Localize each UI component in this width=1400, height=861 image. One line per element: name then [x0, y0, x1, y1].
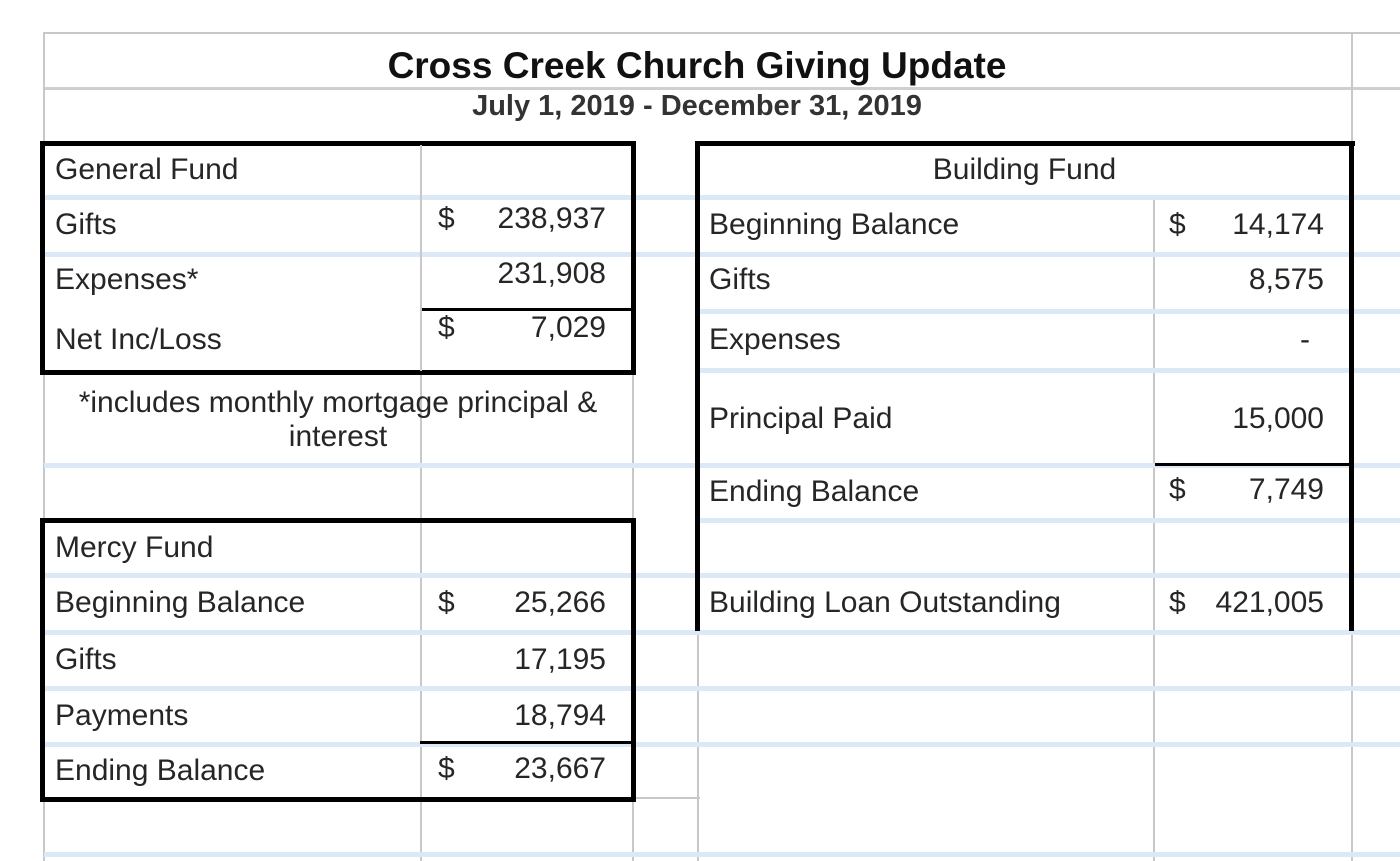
currency-symbol: $: [438, 752, 455, 785]
grid-line: [44, 852, 1400, 857]
general-fund-value: 231,908: [497, 257, 606, 290]
footnote: *includes monthly mortgage principal &: [78, 386, 598, 419]
grid-line: [700, 309, 1400, 314]
page-title: Cross Creek Church Giving Update: [387, 45, 1007, 86]
building-fund-value: -: [1300, 323, 1310, 356]
currency-symbol: $: [1169, 586, 1186, 619]
total-rule: [1155, 463, 1349, 466]
reporting-period: July 1, 2019 - December 31, 2019: [472, 90, 922, 122]
building-fund-value: 8,575: [1248, 263, 1324, 296]
building-fund-label: Principal Paid: [709, 402, 893, 435]
building-loan-label: Building Loan Outstanding: [709, 586, 1061, 619]
grid-line: [420, 145, 422, 371]
mercy-fund-label: Payments: [55, 699, 189, 732]
building-fund-border-left: [695, 141, 700, 631]
grid-line: [632, 797, 700, 799]
building-fund-value: 15,000: [1232, 402, 1324, 435]
building-fund-border-right: [1349, 141, 1354, 631]
total-rule: [420, 741, 632, 744]
mercy-fund-value: 17,195: [514, 643, 606, 676]
grid-line: [1153, 195, 1155, 861]
mercy-fund-value: 23,667: [514, 752, 606, 785]
currency-symbol: $: [438, 202, 455, 235]
currency-symbol: $: [438, 586, 455, 619]
mercy-fund-value: 18,794: [514, 699, 606, 732]
general-fund-value: 238,937: [497, 202, 606, 235]
general-fund-label: Net Inc/Loss: [55, 323, 222, 356]
building-fund-value: 14,174: [1232, 208, 1324, 241]
building-loan-value: 421,005: [1215, 586, 1324, 619]
general-fund-heading: General Fund: [55, 153, 239, 186]
building-fund-label: Expenses: [709, 323, 841, 356]
currency-symbol: $: [1169, 473, 1186, 506]
currency-symbol: $: [1169, 208, 1186, 241]
mercy-fund-label: Beginning Balance: [55, 586, 306, 619]
building-fund-heading: Building Fund: [932, 153, 1117, 186]
grid-line: [700, 518, 1400, 523]
mercy-fund-label: Ending Balance: [55, 754, 266, 787]
general-fund-value: 7,029: [530, 311, 606, 344]
grid-line: [700, 368, 1400, 373]
mercy-fund-value: 25,266: [514, 586, 606, 619]
building-fund-label: Beginning Balance: [709, 208, 960, 241]
building-fund-border-top: [695, 141, 1355, 146]
mercy-fund-heading: Mercy Fund: [55, 531, 214, 564]
general-fund-label: Expenses*: [55, 263, 199, 296]
footnote: interest: [288, 420, 388, 453]
currency-symbol: $: [438, 311, 455, 344]
building-fund-label: Ending Balance: [709, 475, 920, 508]
general-fund-label: Gifts: [55, 208, 117, 241]
mercy-fund-label: Gifts: [55, 643, 117, 676]
building-fund-label: Gifts: [709, 263, 771, 296]
grid-line: [44, 32, 1400, 34]
building-fund-value: 7,749: [1248, 473, 1324, 506]
